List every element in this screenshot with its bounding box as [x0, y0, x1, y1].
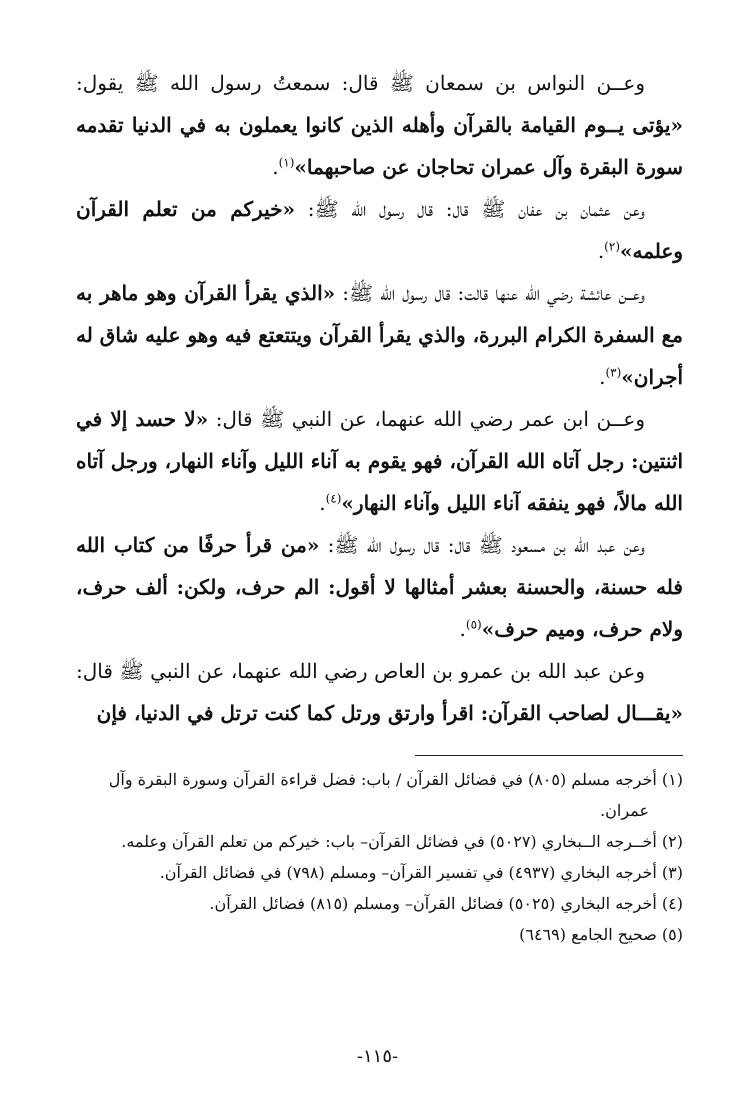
hadith-paragraph — [76, 398, 683, 524]
footnotes — [76, 764, 683, 950]
hadith-quote: «لا حسد إلا في اثنتين: رجل آتاه الله القرآن، فهو يقوم به آناء الليل وآناء النهار، ورجل آتاه الله مالاً، فهو ينفقه آناء الليل وآناء النهار» — [76, 407, 683, 515]
hadith-quote: «خيركم من تعلم القرآن وعلمه» — [76, 197, 683, 263]
footnote-ref[interactable]: (٥) — [465, 617, 482, 632]
hadith-intro: وعــن النواس بن سمعان ﷺ قال: سمعتُ رسول الله ﷺ يقول: — [76, 71, 645, 95]
footnote-item: (٢) أخــرجه الــبخاري (٥٠٢٧) في فضائل القرآن– باب: خيركم من تعلم القرآن وعلمه. — [121, 832, 683, 851]
footnote-item: (١) أخرجه مسلم (٨٠٥) في فضائل القرآن / باب: فضل قراءة القرآن وسورة البقرة وآل عمران. — [108, 770, 683, 820]
footnote-item: (٣) أخرجه البخاري (٤٩٣٧) في تفسير القرآن– ومسلم (٧٩٨) في فضائل القرآن. — [159, 863, 683, 882]
hadith-paragraph — [76, 524, 683, 650]
main-text — [76, 62, 683, 734]
hadith-intro: وعــن عائشة رضي الله عنها قالت: قال رسول الله ﷺ: — [335, 281, 645, 305]
footnote-item: (٤) أخرجه البخاري (٥٠٢٥) فضائل القرآن– ومسلم (٨١٥) فضائل القرآن. — [209, 894, 683, 913]
paragraph-end: . — [319, 491, 326, 515]
hadith-quote: «من قرأ حرفًا من كتاب الله فله حسنة، والحسنة بعشر أمثالها لا أقول: الم حرف، ولكن: ألف حرف، ولام حرف، وميم حرف» — [76, 533, 683, 641]
hadith-quote: «يؤتى يــوم القيامة بالقرآن وأهله الذين كانوا يعملون به في الدنيا تقدمه سورة البقرة وآل عمران تحاجان عن صاحبهما» — [76, 113, 683, 179]
hadith-quote: «الذي يقرأ القرآن وهو ماهر به مع السفرة الكرام البررة، والذي يقرأ القرآن ويتتعتع فيه وهو عليه شاق له أجران» — [76, 281, 683, 389]
hadith-paragraph — [76, 650, 683, 734]
hadith-intro: وعن عثمان بن عفان ﷺ قال: قال رسول الله ﷺ: — [294, 197, 645, 221]
hadith-quote: «يقـــال لصاحب القرآن: اقرأ وارتق ورتل كما كنت ترتل في الدنيا، فإن — [96, 701, 683, 725]
paragraph-end: . — [459, 617, 466, 641]
hadith-intro: وعن عبد الله بن عمرو بن العاص رضي الله عنهما، عن النبي ﷺ قال: — [76, 659, 645, 683]
hadith-paragraph — [76, 272, 683, 398]
paragraph-end: . — [597, 239, 605, 263]
hadith-intro: وعــن ابن عمر رضي الله عنهما، عن النبي ﷺ قال: — [208, 407, 645, 431]
hadith-intro: وعن عبد الله بن مسعود ﷺ قال: قال رسول الله ﷺ: — [319, 533, 645, 557]
footnote-ref[interactable]: (١) — [278, 155, 295, 170]
footnote-item: (٥) صحيح الجامع (٦٤٦٩) — [519, 925, 683, 944]
footnote-ref[interactable]: (٤) — [325, 491, 342, 506]
footnote-ref[interactable]: (٢) — [604, 239, 620, 254]
hadith-paragraph — [76, 62, 683, 188]
paragraph-end: . — [599, 365, 606, 389]
hadith-paragraph — [76, 188, 683, 272]
page-number: -١١٥- — [356, 1046, 399, 1067]
footnote-divider — [415, 755, 683, 756]
paragraph-end: . — [272, 155, 279, 179]
footnote-ref[interactable]: (٣) — [605, 365, 622, 380]
